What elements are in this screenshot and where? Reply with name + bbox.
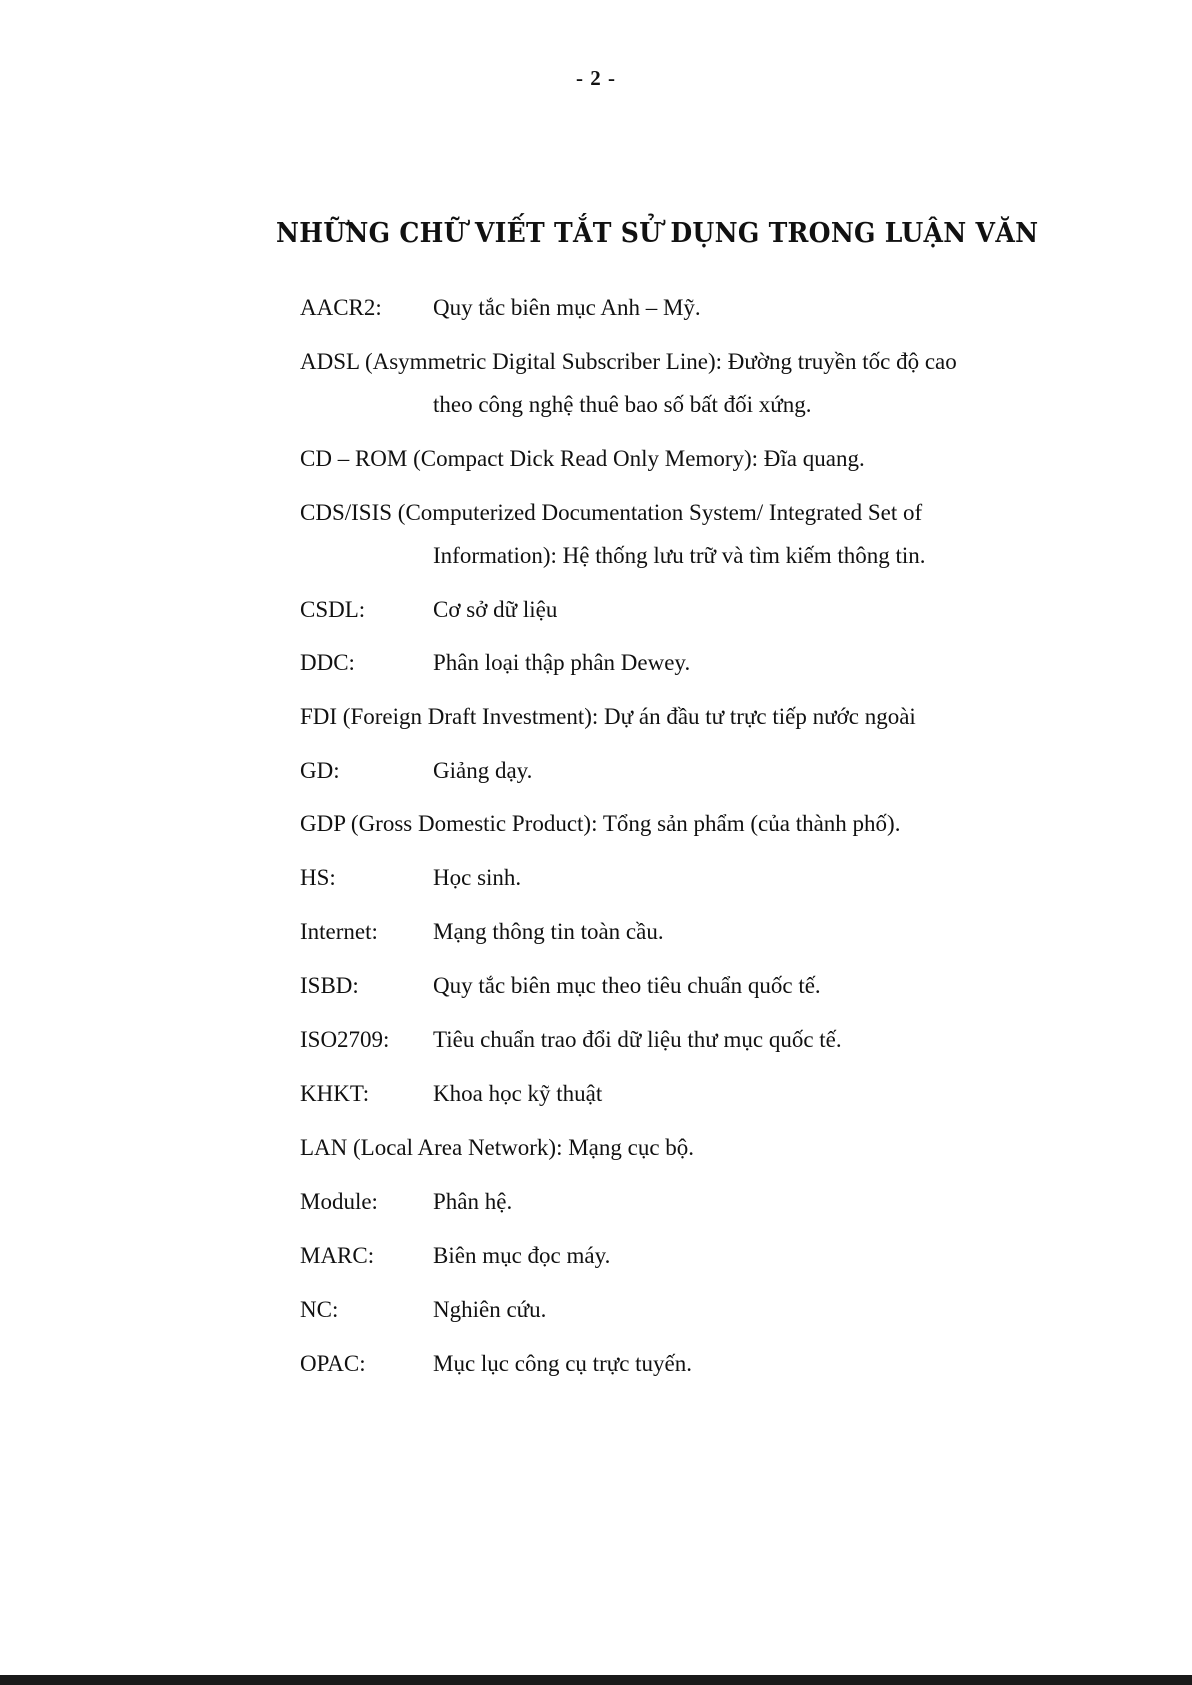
abbreviation-definition: Phân hệ. bbox=[433, 1189, 513, 1214]
abbreviation-entry bbox=[300, 856, 1060, 899]
abbreviation-term: AACR2: bbox=[300, 295, 382, 320]
abbreviation-definition: Quy tắc biên mục Anh – Mỹ. bbox=[433, 295, 701, 320]
abbreviation-term: KHKT: bbox=[300, 1081, 370, 1106]
abbreviation-entry bbox=[300, 1072, 1060, 1115]
abbreviation-entry bbox=[300, 1018, 1060, 1061]
abbreviation-term: Module: bbox=[300, 1189, 378, 1214]
abbreviation-definition: Phân loại thập phân Dewey. bbox=[433, 650, 691, 675]
abbreviation-term: DDC: bbox=[300, 650, 355, 675]
abbreviation-definition: Giảng dạy. bbox=[433, 758, 533, 783]
abbreviation-entry bbox=[300, 588, 1060, 631]
abbreviation-entry bbox=[300, 910, 1060, 953]
abbreviation-text: FDI (Foreign Draft Investment): Dự án đầu tư trực tiếp nước ngoài bbox=[300, 704, 916, 729]
abbreviation-entry bbox=[300, 437, 1060, 480]
abbreviation-entry bbox=[300, 1180, 1060, 1223]
abbreviation-entry bbox=[300, 340, 1060, 426]
abbreviation-term: MARC: bbox=[300, 1243, 375, 1268]
abbreviation-term: CSDL: bbox=[300, 597, 366, 622]
abbreviation-entry bbox=[300, 1234, 1060, 1277]
abbreviation-entry bbox=[300, 1126, 1060, 1169]
abbreviation-text: GDP (Gross Domestic Product): Tổng sản phẩm (của thành phố). bbox=[300, 811, 901, 836]
abbreviation-definition: Khoa học kỹ thuật bbox=[433, 1081, 603, 1106]
abbreviation-entry bbox=[300, 1342, 1060, 1385]
abbreviation-term: ISBD: bbox=[300, 973, 359, 998]
abbreviation-definition: Nghiên cứu. bbox=[433, 1297, 547, 1322]
abbreviation-definition: Tiêu chuẩn trao đổi dữ liệu thư mục quốc tế. bbox=[433, 1027, 842, 1052]
abbreviation-definition: Quy tắc biên mục theo tiêu chuẩn quốc tế. bbox=[433, 973, 821, 998]
abbreviation-continuation: Information): Hệ thống lưu trữ và tìm kiếm thông tin. bbox=[433, 543, 926, 568]
abbreviation-term: GD: bbox=[300, 758, 340, 783]
abbreviation-continuation: theo công nghệ thuê bao số bất đối xứng. bbox=[433, 392, 812, 417]
abbreviation-entry bbox=[300, 695, 1060, 738]
abbreviation-term: Internet: bbox=[300, 919, 378, 944]
abbreviation-term: NC: bbox=[300, 1297, 339, 1322]
abbreviation-text: CDS/ISIS (Computerized Documentation System/ Integrated Set of bbox=[300, 500, 923, 525]
page-title: NHỮNG CHỮ VIẾT TẮT SỬ DỤNG TRONG LUẬN VĂN bbox=[276, 218, 1039, 249]
abbreviation-entry bbox=[300, 964, 1060, 1007]
abbreviation-definition: Mục lục công cụ trực tuyến. bbox=[433, 1351, 692, 1376]
abbreviation-definition: Biên mục đọc máy. bbox=[433, 1243, 611, 1268]
abbreviation-text: CD – ROM (Compact Dick Read Only Memory): Đĩa quang. bbox=[300, 446, 865, 471]
abbreviation-entry bbox=[300, 491, 1060, 577]
abbreviation-entry bbox=[300, 1288, 1060, 1331]
abbreviation-term: OPAC: bbox=[300, 1351, 366, 1376]
abbreviation-definition: Mạng thông tin toàn cầu. bbox=[433, 919, 664, 944]
abbreviation-definition: Học sinh. bbox=[433, 865, 522, 890]
abbreviation-entry bbox=[300, 802, 1060, 845]
abbreviation-text: LAN (Local Area Network): Mạng cục bộ. bbox=[300, 1135, 695, 1160]
abbreviation-entry bbox=[300, 641, 1060, 684]
abbreviation-entry bbox=[300, 286, 1060, 329]
abbreviation-term: HS: bbox=[300, 865, 336, 890]
abbreviation-entry bbox=[300, 749, 1060, 792]
abbreviation-text: ADSL (Asymmetric Digital Subscriber Line): Đường truyền tốc độ cao bbox=[300, 349, 957, 374]
abbreviation-definition: Cơ sở dữ liệu bbox=[433, 597, 558, 622]
bottom-border bbox=[0, 1675, 1192, 1685]
page-number: - 2 - bbox=[576, 66, 616, 90]
abbreviation-term: ISO2709: bbox=[300, 1027, 390, 1052]
